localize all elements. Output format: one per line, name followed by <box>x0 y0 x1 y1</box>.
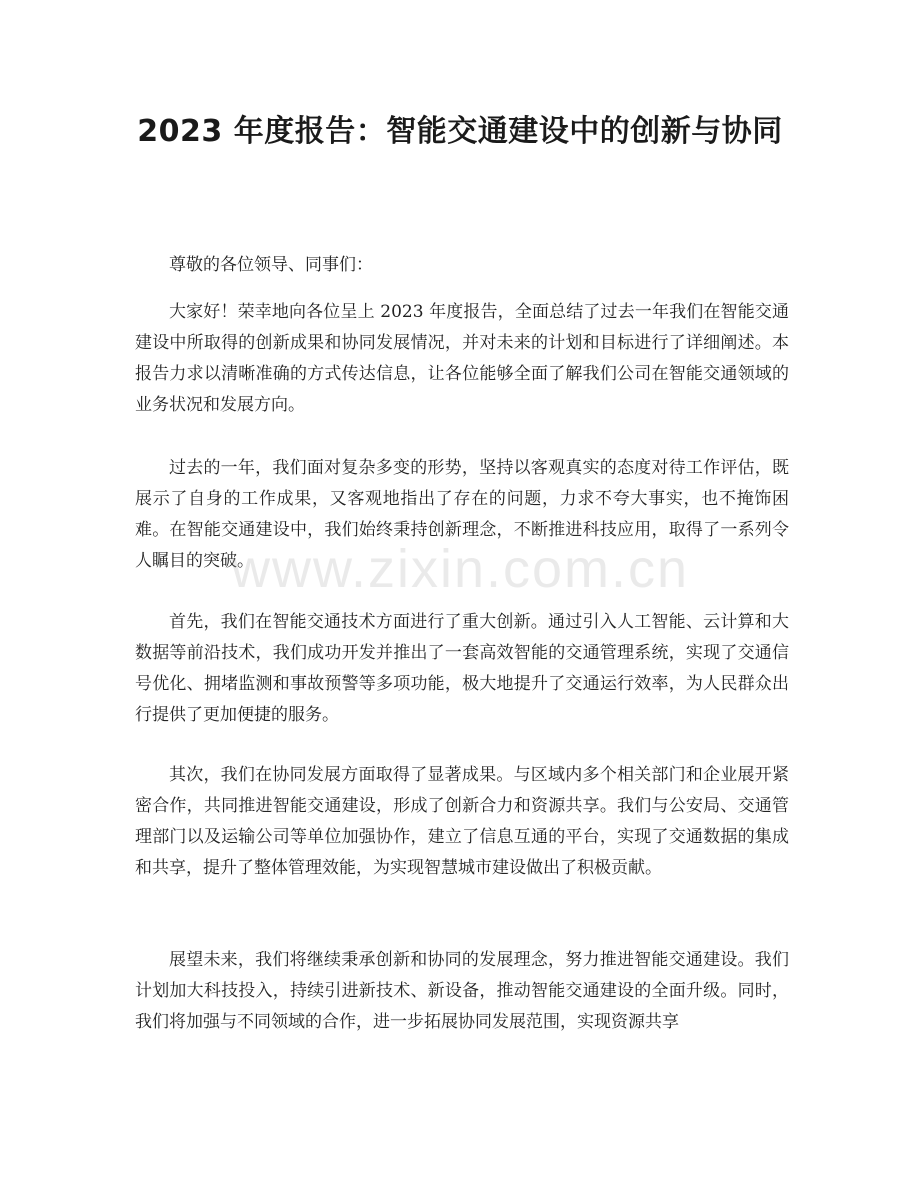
paragraph-collaboration: 其次，我们在协同发展方面取得了显著成果。与区域内多个相关部门和企业展开紧密合作，共同推进智能交通建设，形成了创新合力和资源共享。我们与公安局、交通管理部门以及运输公司等单位加强协作，建立了信息互通的平台，实现了交通数据的集成和共享，提升了整体管理效能，为实现智慧城市建设做出了积极贡献。 <box>135 765 789 878</box>
paragraph-innovation: 首先，我们在智能交通技术方面进行了重大创新。通过引入人工智能、云计算和大数据等前沿技术，我们成功开发并推出了一套高效智能的交通管理系统，实现了交通信号优化、拥堵监测和事故预警等多项功能，极大地提升了交通运行效率，为人民群众出行提供了更加便捷的服务。 <box>135 612 789 725</box>
paragraph-outlook: 展望未来，我们将继续秉承创新和协同的发展理念，努力推进智能交通建设。我们计划加大科技投入，持续引进新技术、新设备，推动智能交通建设的全面升级。同时，我们将加强与不同领域的合作，进一步拓展协同发展范围，实现资源共享 <box>135 950 789 1032</box>
watermark-text: www.zixin.com.cn <box>230 539 690 599</box>
greeting-line: 尊敬的各位领导、同事们： <box>169 255 373 275</box>
paragraph-intro: 大家好！荣幸地向各位呈上 2023 年度报告，全面总结了过去一年我们在智能交通建设中所取得的创新成果和协同发展情况，并对未来的计划和目标进行了详细阐述。本报告力求以清晰准确的方式传达信息，让各位能够全面了解我们公司在智能交通领域的业务状况和发展方向。 <box>135 302 789 415</box>
paragraph-review: 过去的一年，我们面对复杂多变的形势，坚持以客观真实的态度对待工作评估，既展示了自身的工作成果，又客观地指出了存在的问题，力求不夸大事实，也不掩饰困难。在智能交通建设中，我们始终秉持创新理念，不断推进科技应用，取得了一系列令人瞩目的突破。 <box>135 458 789 571</box>
document-title: 2023 年度报告：智能交通建设中的创新与协同 <box>137 114 783 149</box>
